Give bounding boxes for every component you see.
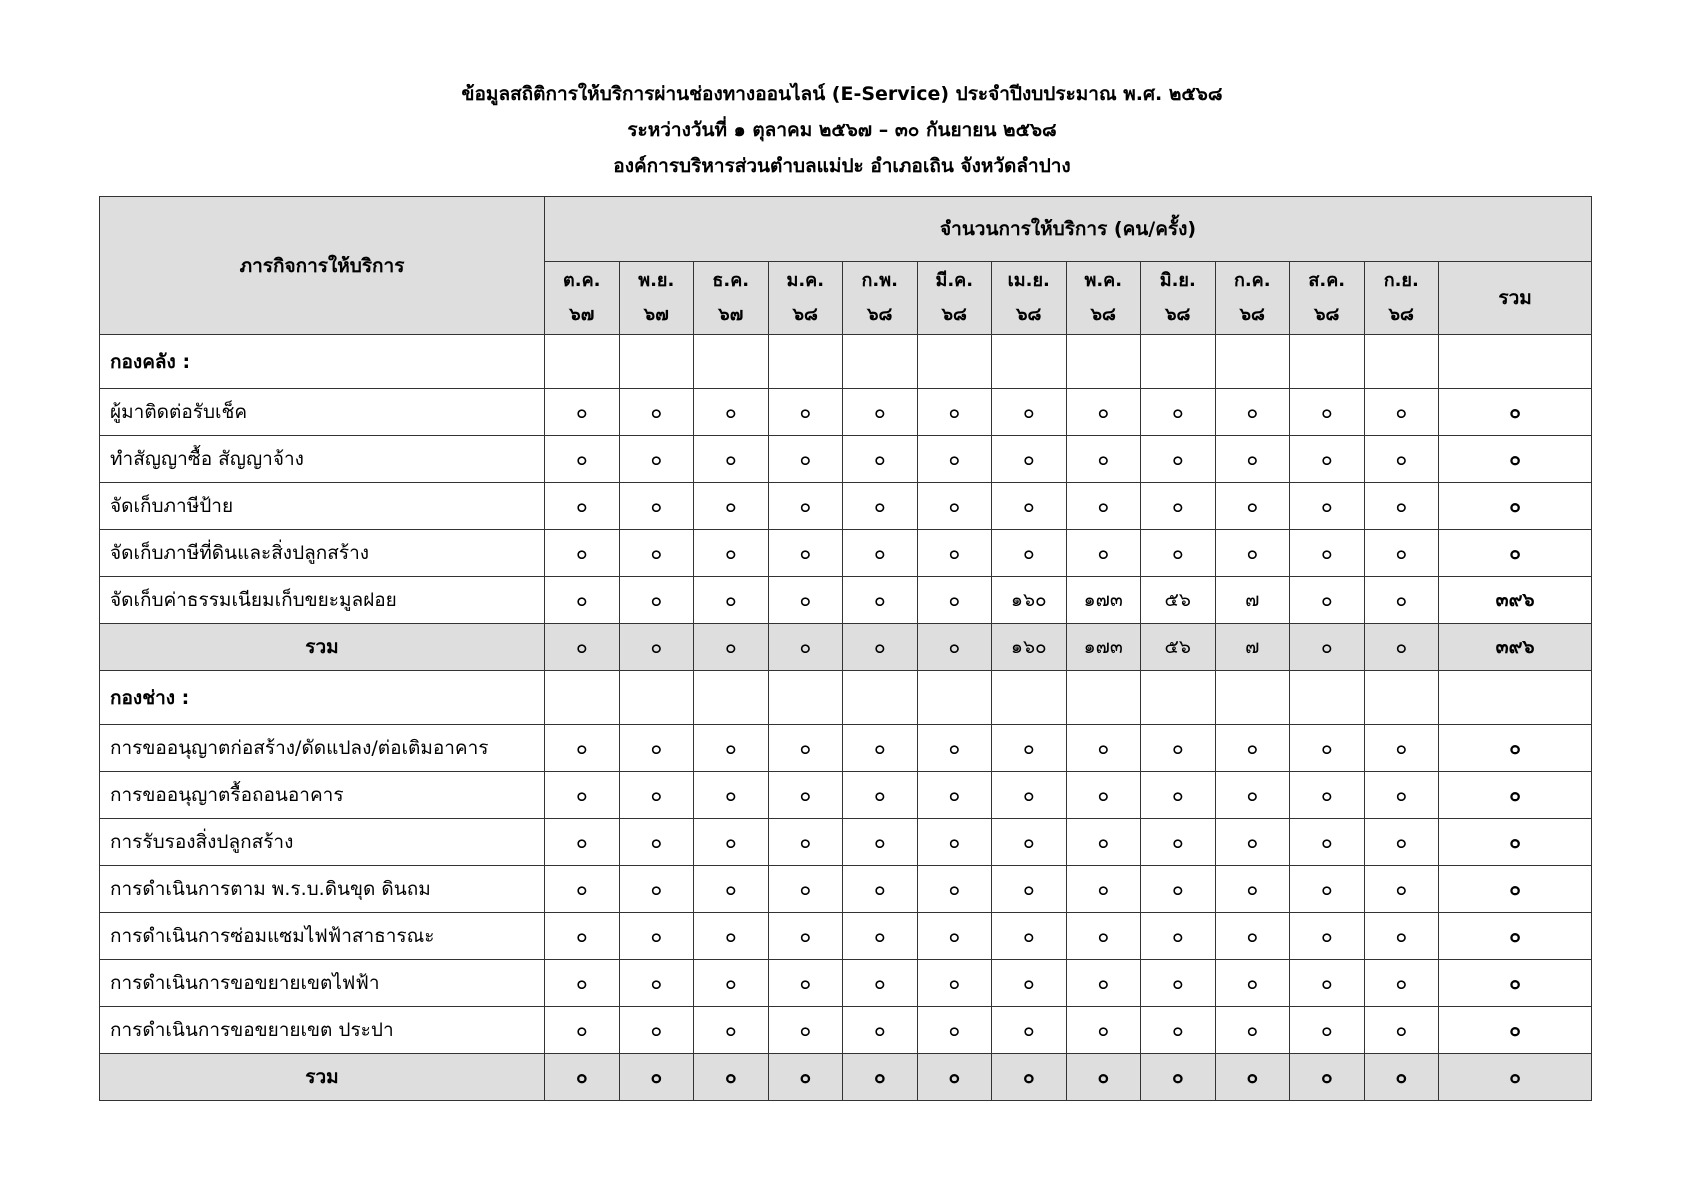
sum-value: ๐ (917, 624, 992, 671)
month-value: ๐ (694, 389, 769, 436)
month-abbr: มี.ค. (935, 270, 974, 291)
month-abbr: พ.ค. (1084, 270, 1123, 291)
month-value: ๐ (917, 725, 992, 772)
month-value: ๐ (917, 819, 992, 866)
empty-cell (619, 335, 694, 389)
month-value: ๐ (1290, 960, 1365, 1007)
month-value: ๐ (694, 725, 769, 772)
month-value: ๐ (1215, 960, 1290, 1007)
month-value: ๑๗๓ (1066, 577, 1141, 624)
empty-cell (1141, 671, 1216, 725)
empty-cell (843, 335, 918, 389)
empty-cell (1290, 671, 1365, 725)
month-value: ๐ (768, 530, 843, 577)
month-value: ๐ (694, 913, 769, 960)
empty-cell (917, 671, 992, 725)
table-row (100, 483, 1592, 530)
month-value: ๐ (1215, 866, 1290, 913)
month-value: ๐ (843, 819, 918, 866)
month-value: ๐ (843, 436, 918, 483)
table-row (100, 577, 1592, 624)
month-value: ๑๖๐ (992, 577, 1067, 624)
month-value: ๐ (619, 436, 694, 483)
empty-cell (768, 335, 843, 389)
month-value: ๐ (768, 725, 843, 772)
service-label: การดำเนินการซ่อมแซมไฟฟ้าสาธารณะ (100, 913, 545, 960)
month-value: ๐ (694, 819, 769, 866)
month-value: ๐ (545, 577, 620, 624)
month-value: ๐ (1290, 772, 1365, 819)
month-value: ๐ (768, 913, 843, 960)
row-total: ๓๙๖ (1439, 577, 1592, 624)
month-year: ๖๘ (1090, 304, 1116, 325)
row-total: ๐ (1439, 1007, 1592, 1054)
empty-cell (1364, 335, 1439, 389)
month-value: ๐ (1141, 389, 1216, 436)
month-value: ๐ (1364, 389, 1439, 436)
month-value: ๐ (992, 960, 1067, 1007)
month-value: ๐ (992, 819, 1067, 866)
month-value: ๐ (843, 483, 918, 530)
month-abbr: ก.ค. (1233, 270, 1271, 291)
service-label: การดำเนินการขอขยายเขตไฟฟ้า (100, 960, 545, 1007)
month-value: ๕๖ (1141, 577, 1216, 624)
sum-value: ๐ (619, 1054, 694, 1101)
month-value: ๐ (917, 483, 992, 530)
section-title: กองคลัง : (100, 335, 545, 389)
month-abbr: ม.ค. (786, 270, 825, 291)
month-header (694, 262, 769, 335)
month-value: ๐ (992, 866, 1067, 913)
month-value: ๐ (1290, 389, 1365, 436)
month-value: ๐ (843, 530, 918, 577)
month-value: ๐ (1364, 483, 1439, 530)
mission-column-header: ภารกิจการให้บริการ (100, 197, 545, 335)
service-label: การขออนุญาตก่อสร้าง/ดัดแปลง/ต่อเติมอาคาร (100, 725, 545, 772)
month-value: ๐ (694, 772, 769, 819)
month-value: ๐ (694, 866, 769, 913)
month-value: ๐ (1215, 772, 1290, 819)
month-value: ๐ (768, 577, 843, 624)
month-value: ๐ (545, 436, 620, 483)
month-year: ๖๘ (1016, 304, 1042, 325)
empty-cell (1364, 671, 1439, 725)
month-value: ๐ (917, 960, 992, 1007)
month-value: ๐ (1141, 436, 1216, 483)
month-value: ๐ (1066, 530, 1141, 577)
month-value: ๐ (992, 436, 1067, 483)
month-value: ๐ (545, 866, 620, 913)
month-value: ๐ (1066, 913, 1141, 960)
sum-value: ๐ (619, 624, 694, 671)
sum-value: ๐ (694, 1054, 769, 1101)
row-total: ๐ (1439, 960, 1592, 1007)
title-line-1: ข้อมูลสถิติการให้บริการผ่านช่องทางออนไลน์ (E-Service) ประจำปีงบประมาณ พ.ศ. ๒๕๖๘ (461, 83, 1223, 105)
month-header (545, 262, 620, 335)
month-value: ๐ (619, 530, 694, 577)
sum-label: รวม (100, 1054, 545, 1101)
sum-value: ๐ (1290, 624, 1365, 671)
month-value: ๐ (545, 819, 620, 866)
month-header (1066, 262, 1141, 335)
month-value: ๐ (768, 819, 843, 866)
month-value: ๐ (694, 436, 769, 483)
month-year: ๖๘ (941, 304, 967, 325)
month-value: ๐ (545, 913, 620, 960)
month-value: ๐ (694, 483, 769, 530)
sum-value: ๐ (694, 624, 769, 671)
month-year: ๖๘ (1239, 304, 1265, 325)
month-year: ๖๗ (569, 304, 595, 325)
month-value: ๐ (1066, 483, 1141, 530)
month-value: ๐ (1364, 913, 1439, 960)
month-header (1215, 262, 1290, 335)
sum-value: ๐ (545, 624, 620, 671)
sum-value: ๐ (1364, 624, 1439, 671)
month-value: ๐ (992, 725, 1067, 772)
sum-value: ๐ (843, 624, 918, 671)
month-value: ๐ (619, 772, 694, 819)
month-value: ๐ (1141, 866, 1216, 913)
row-total: ๐ (1439, 530, 1592, 577)
month-value: ๐ (1215, 913, 1290, 960)
month-value: ๐ (1364, 436, 1439, 483)
sum-total: ๓๙๖ (1439, 624, 1592, 671)
month-value: ๐ (1364, 960, 1439, 1007)
empty-cell (992, 335, 1067, 389)
service-label: การดำเนินการตาม พ.ร.บ.ดินขุด ดินถม (100, 866, 545, 913)
service-label: จัดเก็บค่าธรรมเนียมเก็บขยะมูลฝอย (100, 577, 545, 624)
empty-cell (545, 671, 620, 725)
month-value: ๐ (619, 960, 694, 1007)
month-value: ๐ (1066, 772, 1141, 819)
month-abbr: มิ.ย. (1159, 270, 1196, 291)
month-year: ๖๗ (718, 304, 744, 325)
month-value: ๐ (619, 389, 694, 436)
month-value: ๐ (1364, 819, 1439, 866)
document-header (0, 76, 1684, 184)
sum-label: รวม (100, 624, 545, 671)
empty-cell (1215, 335, 1290, 389)
month-value: ๐ (545, 725, 620, 772)
month-value: ๐ (1066, 436, 1141, 483)
month-value: ๐ (1215, 819, 1290, 866)
sum-value: ๑๗๓ (1066, 624, 1141, 671)
empty-cell (843, 671, 918, 725)
empty-cell (545, 335, 620, 389)
month-value: ๐ (917, 577, 992, 624)
month-value: ๐ (1141, 725, 1216, 772)
month-value: ๗ (1215, 577, 1290, 624)
month-value: ๐ (1290, 436, 1365, 483)
month-abbr: ต.ค. (563, 270, 601, 291)
month-value: ๐ (1290, 577, 1365, 624)
month-value: ๐ (1066, 725, 1141, 772)
service-label: จัดเก็บภาษีป้าย (100, 483, 545, 530)
month-value: ๐ (843, 913, 918, 960)
row-total: ๐ (1439, 436, 1592, 483)
month-value: ๐ (992, 530, 1067, 577)
sum-value: ๗ (1215, 624, 1290, 671)
month-year: ๖๘ (867, 304, 893, 325)
month-value: ๐ (1290, 866, 1365, 913)
month-value: ๐ (545, 483, 620, 530)
month-value: ๐ (619, 866, 694, 913)
sum-value: ๐ (1215, 1054, 1290, 1101)
month-year: ๖๘ (1165, 304, 1191, 325)
section-sum-row (100, 624, 1592, 671)
month-value: ๐ (992, 483, 1067, 530)
sum-value: ๐ (545, 1054, 620, 1101)
row-total: ๐ (1439, 913, 1592, 960)
month-value: ๐ (917, 389, 992, 436)
month-value: ๐ (545, 960, 620, 1007)
section-title-row (100, 335, 1592, 389)
month-value: ๐ (619, 1007, 694, 1054)
table-row (100, 866, 1592, 913)
month-value: ๐ (1364, 772, 1439, 819)
month-header (1290, 262, 1365, 335)
sum-value: ๐ (992, 1054, 1067, 1101)
month-year: ๖๗ (643, 304, 669, 325)
month-header (1141, 262, 1216, 335)
month-value: ๐ (619, 819, 694, 866)
statistics-table (99, 196, 1592, 1101)
table-row (100, 913, 1592, 960)
empty-cell (768, 671, 843, 725)
month-value: ๐ (1066, 866, 1141, 913)
month-value: ๐ (1141, 960, 1216, 1007)
month-value: ๐ (619, 577, 694, 624)
month-value: ๐ (1141, 483, 1216, 530)
table-row (100, 725, 1592, 772)
month-value: ๐ (1290, 913, 1365, 960)
sum-total: ๐ (1439, 1054, 1592, 1101)
month-value: ๐ (917, 913, 992, 960)
empty-cell (1439, 671, 1592, 725)
month-value: ๐ (694, 1007, 769, 1054)
month-value: ๐ (1215, 725, 1290, 772)
month-value: ๐ (694, 577, 769, 624)
sum-value: ๐ (1141, 1054, 1216, 1101)
month-value: ๐ (843, 866, 918, 913)
month-value: ๐ (1066, 1007, 1141, 1054)
month-value: ๐ (1364, 725, 1439, 772)
sum-value: ๐ (1290, 1054, 1365, 1101)
month-value: ๐ (545, 389, 620, 436)
month-value: ๐ (545, 772, 620, 819)
month-value: ๐ (545, 530, 620, 577)
month-value: ๐ (768, 389, 843, 436)
month-value: ๐ (1141, 913, 1216, 960)
table-row (100, 436, 1592, 483)
sum-value: ๕๖ (1141, 624, 1216, 671)
row-total: ๐ (1439, 772, 1592, 819)
sum-value: ๑๖๐ (992, 624, 1067, 671)
month-value: ๐ (619, 725, 694, 772)
month-abbr: ธ.ค. (712, 270, 750, 291)
month-year: ๖๘ (1314, 304, 1340, 325)
month-value: ๐ (917, 530, 992, 577)
month-value: ๐ (917, 1007, 992, 1054)
month-value: ๐ (1215, 389, 1290, 436)
month-header (917, 262, 992, 335)
month-value: ๐ (843, 1007, 918, 1054)
month-value: ๐ (992, 913, 1067, 960)
table-row (100, 389, 1592, 436)
service-label: จัดเก็บภาษีที่ดินและสิ่งปลูกสร้าง (100, 530, 545, 577)
month-year: ๖๘ (792, 304, 818, 325)
sum-value: ๐ (843, 1054, 918, 1101)
month-header (992, 262, 1067, 335)
sum-value: ๐ (917, 1054, 992, 1101)
service-label: การรับรองสิ่งปลูกสร้าง (100, 819, 545, 866)
empty-cell (917, 335, 992, 389)
service-label: ผู้มาติดต่อรับเช็ค (100, 389, 545, 436)
month-value: ๐ (992, 1007, 1067, 1054)
month-value: ๐ (1066, 819, 1141, 866)
total-column-header: รวม (1439, 262, 1592, 335)
month-year: ๖๘ (1388, 304, 1414, 325)
empty-cell (1215, 671, 1290, 725)
title-line-3: องค์การบริหารส่วนตำบลแม่ปะ อำเภอเถิน จังหวัดลำปาง (613, 155, 1071, 177)
month-value: ๐ (768, 960, 843, 1007)
month-value: ๐ (843, 960, 918, 1007)
row-total: ๐ (1439, 389, 1592, 436)
month-value: ๐ (1215, 530, 1290, 577)
month-value: ๐ (1290, 530, 1365, 577)
sum-value: ๐ (768, 624, 843, 671)
month-value: ๐ (1215, 1007, 1290, 1054)
month-value: ๐ (768, 772, 843, 819)
row-total: ๐ (1439, 483, 1592, 530)
service-label: การขออนุญาตรื้อถอนอาคาร (100, 772, 545, 819)
month-abbr: ก.พ. (861, 270, 898, 291)
month-value: ๐ (1290, 819, 1365, 866)
header-row-top (100, 197, 1592, 262)
sum-value: ๐ (768, 1054, 843, 1101)
month-value: ๐ (768, 483, 843, 530)
month-value: ๐ (619, 483, 694, 530)
empty-cell (694, 335, 769, 389)
month-value: ๐ (843, 577, 918, 624)
month-value: ๐ (992, 772, 1067, 819)
month-value: ๐ (1141, 819, 1216, 866)
month-value: ๐ (619, 913, 694, 960)
empty-cell (1141, 335, 1216, 389)
service-label: ทำสัญญาซื้อ สัญญาจ้าง (100, 436, 545, 483)
month-value: ๐ (1215, 436, 1290, 483)
row-total: ๐ (1439, 866, 1592, 913)
month-header (619, 262, 694, 335)
month-value: ๐ (545, 1007, 620, 1054)
month-value: ๐ (1066, 389, 1141, 436)
month-value: ๐ (694, 960, 769, 1007)
month-value: ๐ (917, 866, 992, 913)
month-value: ๐ (768, 866, 843, 913)
table-row (100, 960, 1592, 1007)
month-header (768, 262, 843, 335)
month-value: ๐ (768, 436, 843, 483)
month-abbr: ส.ค. (1308, 270, 1346, 291)
empty-cell (694, 671, 769, 725)
month-header (843, 262, 918, 335)
section-title: กองช่าง : (100, 671, 545, 725)
month-value: ๐ (1141, 530, 1216, 577)
month-value: ๐ (843, 725, 918, 772)
empty-cell (1439, 335, 1592, 389)
month-abbr: เม.ย. (1007, 270, 1050, 291)
month-value: ๐ (843, 389, 918, 436)
table-row (100, 772, 1592, 819)
month-value: ๐ (992, 389, 1067, 436)
title-line-2: ระหว่างวันที่ ๑ ตุลาคม ๒๕๖๗ – ๓๐ กันยายน ๒๕๖๘ (627, 119, 1057, 141)
empty-cell (1290, 335, 1365, 389)
month-value: ๐ (1290, 483, 1365, 530)
table-row (100, 530, 1592, 577)
section-sum-row (100, 1054, 1592, 1101)
month-value: ๐ (917, 772, 992, 819)
month-value: ๐ (1141, 1007, 1216, 1054)
sum-value: ๐ (1066, 1054, 1141, 1101)
empty-cell (992, 671, 1067, 725)
month-value: ๐ (843, 772, 918, 819)
month-value: ๐ (1215, 483, 1290, 530)
month-value: ๐ (1364, 866, 1439, 913)
month-value: ๐ (1141, 772, 1216, 819)
empty-cell (1066, 335, 1141, 389)
month-value: ๐ (1364, 577, 1439, 624)
empty-cell (1066, 671, 1141, 725)
month-value: ๐ (1290, 725, 1365, 772)
empty-cell (619, 671, 694, 725)
table-row (100, 819, 1592, 866)
row-total: ๐ (1439, 819, 1592, 866)
count-column-header: จำนวนการให้บริการ (คน/ครั้ง) (545, 197, 1592, 262)
section-title-row (100, 671, 1592, 725)
row-total: ๐ (1439, 725, 1592, 772)
month-abbr: พ.ย. (638, 270, 675, 291)
month-value: ๐ (917, 436, 992, 483)
month-value: ๐ (1290, 1007, 1365, 1054)
service-label: การดำเนินการขอขยายเขต ประปา (100, 1007, 545, 1054)
table-row (100, 1007, 1592, 1054)
month-value: ๐ (1066, 960, 1141, 1007)
sum-value: ๐ (1364, 1054, 1439, 1101)
month-value: ๐ (694, 530, 769, 577)
month-abbr: ก.ย. (1383, 270, 1419, 291)
month-value: ๐ (1364, 530, 1439, 577)
month-value: ๐ (1364, 1007, 1439, 1054)
month-value: ๐ (768, 1007, 843, 1054)
month-header (1364, 262, 1439, 335)
